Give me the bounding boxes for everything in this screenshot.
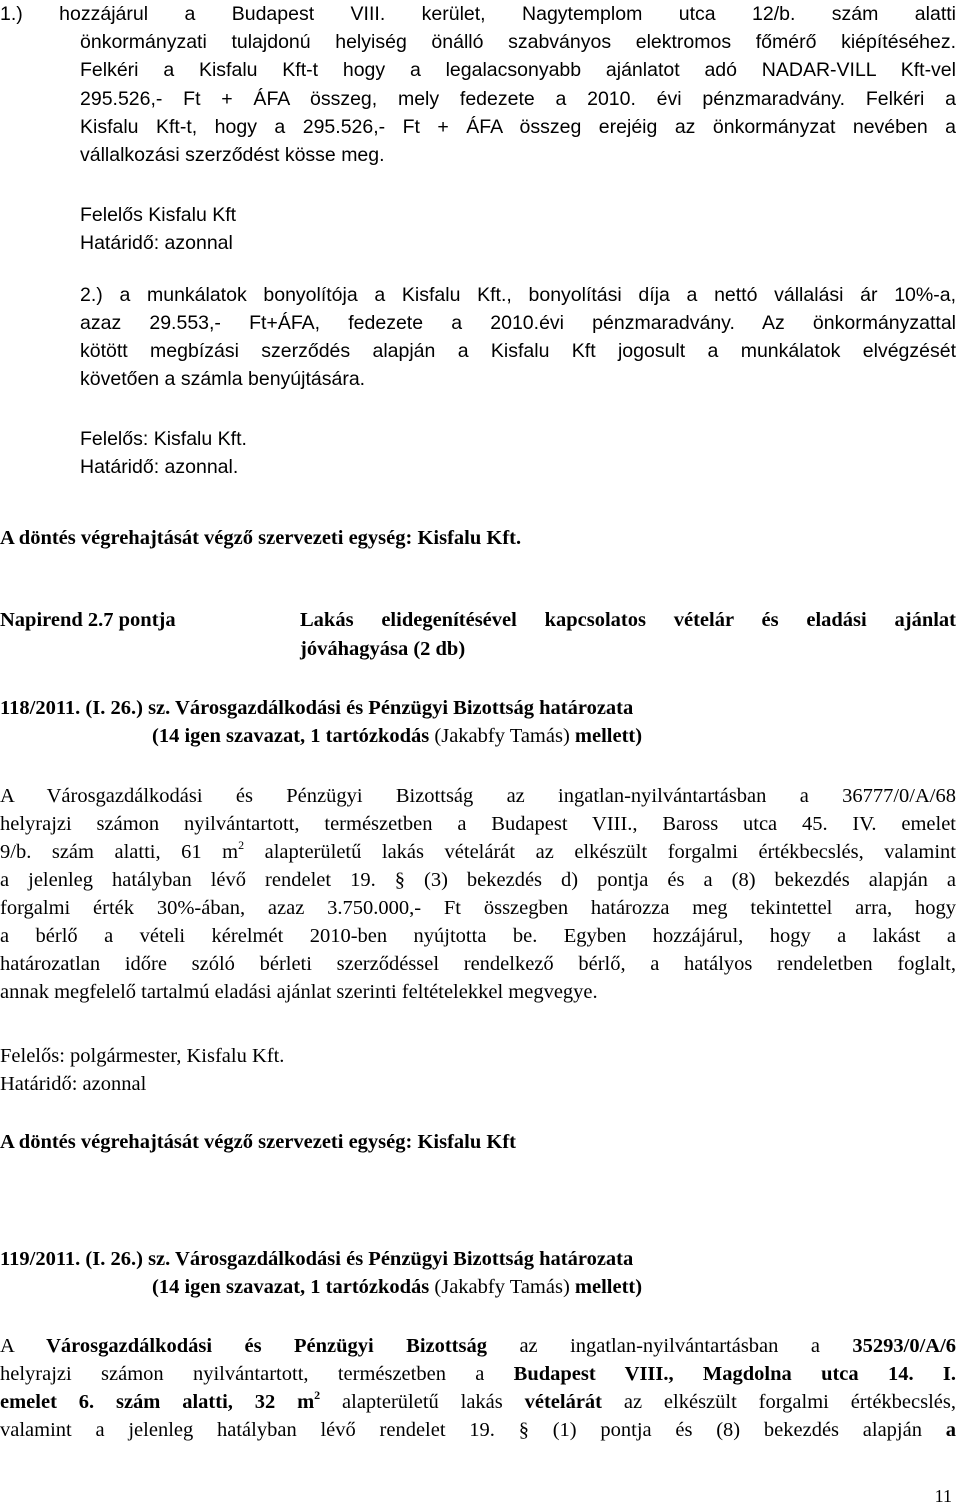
item-1-line: 1.) hozzájárul a Budapest VIII. kerület, Nagytemplom utca 12/b. szám alatti (0, 3, 956, 25)
body-line: emelet 6. szám alatti, 32 $m^2$ alapterületű lakás vételárát az elkészült forgalmi értékbecslés, (0, 1388, 956, 1413)
superscript: 2 (238, 838, 245, 853)
resolution-118-votes (152, 722, 642, 750)
body-line: A Városgazdálkodási és Pénzügyi Bizottság az ingatlan-nyilvántartásban a 36777/0/A/68 (0, 785, 956, 807)
item-2-line: azaz 29.553,- Ft+ÁFA, fedezete a 2010.évi pénzmaradvány. Az önkormányzattal (80, 312, 956, 334)
item-2-line: 2.) a munkálatok bonyolítója a Kisfalu Kft., bonyolítási díja a nettó vállalási ár 10%-a, (80, 284, 956, 306)
body-line: 9/b. szám alatti, 61 $m^2$ alapterületű lakás vételárát az elkészült forgalmi értékbecslés, valamint (0, 838, 957, 863)
votes-tail: mellett) (574, 1276, 643, 1298)
votes-abstainer: (Jakabfy Tamás) (434, 725, 570, 747)
resolution-title: Városgazdálkodási és Pénzügyi Bizottság határozata (175, 697, 634, 719)
resolution-119-votes (152, 1273, 642, 1301)
body-line: a bérlő a vételi kérelmét 2010-ben nyújtotta be. Egyben hozzájárul, hogy a lakást a (0, 925, 956, 947)
resolution-118-responsible: Felelős: polgármester, Kisfalu Kft. (0, 1045, 285, 1067)
body-line: valamint a jelenleg hatályban lévő rendelet 19. § (1) pontja és (8) bekezdés alapján a (0, 1419, 956, 1441)
resolution-number: 118/2011. (I. 26.) sz. (0, 697, 171, 719)
body-line: helyrajzi számon nyilvántartott, természetben a Budapest VIII., Baross utca 45. IV. emelet (0, 813, 956, 835)
item-2-line: követően a számla benyújtására. (80, 368, 366, 390)
votes-abstainer: (Jakabfy Tamás) (434, 1276, 570, 1298)
superscript: 2 (314, 1388, 321, 1403)
item-1-responsible: Felelős Kisfalu Kft (80, 204, 237, 226)
resolution-number: 119/2011. (I. 26.) sz. (0, 1248, 171, 1270)
resolution-118-executor: A döntés végrehajtását végző szervezeti egység: Kisfalu Kft (0, 1131, 516, 1153)
votes-count: (14 igen szavazat, 1 tartózkodás (152, 1276, 430, 1298)
item-2-deadline: Határidő: azonnal. (80, 456, 239, 478)
item-1-line: 295.526,- Ft + ÁFA összeg, mely fedezete a 2010. évi pénzmaradvány. Felkéri a (80, 88, 956, 110)
votes-count: (14 igen szavazat, 1 tartózkodás (152, 725, 430, 747)
page-number: 11 (934, 1486, 952, 1506)
item-1-line: önkormányzati tulajdonú helyiség önálló szabványos elektromos főmérő kiépítéséhez. (80, 31, 956, 53)
item-2-line: kötött megbízási szerződés alapján a Kisfalu Kft jogosult a munkálatok elvégzését (80, 340, 956, 362)
decision-executor: A döntés végrehajtását végző szervezeti egység: Kisfalu Kft. (0, 527, 522, 549)
item-1-line: Felkéri a Kisfalu Kft-t hogy a legalacsonyabb ajánlatot adó NADAR-VILL Kft-vel (80, 59, 956, 81)
body-line: annak megfelelő tartalmú eladási ajánlat szerinti feltételekkel megvegye. (0, 981, 598, 1003)
resolution-title: Városgazdálkodási és Pénzügyi Bizottság határozata (175, 1248, 634, 1270)
body-line: helyrajzi számon nyilvántartott, természetben a Budapest VIII., Magdolna utca 14. I. (0, 1363, 956, 1385)
body-line: határozatlan időre szóló bérleti szerződéssel rendelkező bérlő, a hatályos rendeletben foglalt, (0, 953, 956, 975)
agenda-title: Lakás elidegenítésével kapcsolatos vételár és eladási ajánlat (300, 609, 956, 631)
resolution-119-heading (0, 1245, 633, 1273)
agenda-title: jóváhagyása (2 db) (300, 638, 466, 660)
body-line: forgalmi érték 30%-ában, azaz 3.750.000,- Ft összegben határozza meg tekintettel arra, hogy (0, 897, 956, 919)
item-1-line: vállalkozási szerződést kösse meg. (80, 144, 385, 166)
resolution-118-heading (0, 694, 633, 722)
agenda-label: Napirend 2.7 pontja (0, 609, 176, 631)
body-line: A Városgazdálkodási és Pénzügyi Bizottság az ingatlan-nyilvántartásban a 35293/0/A/6 (0, 1335, 957, 1357)
item-2-responsible: Felelős: Kisfalu Kft. (80, 428, 247, 450)
votes-tail: mellett) (574, 725, 643, 747)
item-1-deadline: Határidő: azonnal (80, 232, 233, 254)
resolution-118-deadline: Határidő: azonnal (0, 1073, 147, 1095)
item-1-line: Kisfalu Kft-t, hogy a 295.526,- Ft + ÁFA összeg erejéig az önkormányzat nevében a (80, 116, 956, 138)
body-line: a jelenleg hatályban lévő rendelet 19. § (3) bekezdés d) pontja és a (8) bekezdés alapján a (0, 869, 956, 891)
